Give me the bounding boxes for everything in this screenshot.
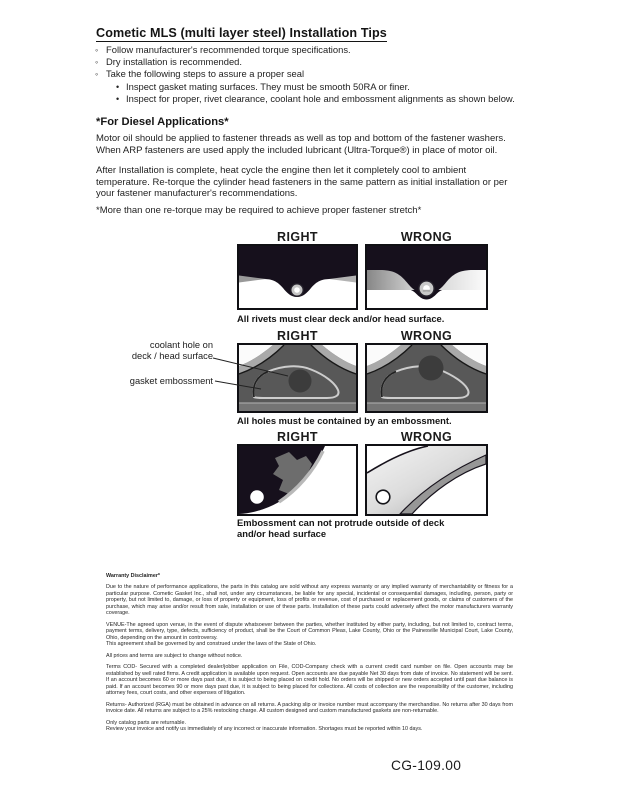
tip-item: ◦ Follow manufacturer's recommended torque specifications. <box>95 44 565 56</box>
tip-sub-item: • Inspect for proper, rivet clearance, coolant hole and embossment alignments as shown below. <box>116 93 565 105</box>
rivet-caption: All rivets must clear deck and/or head surface. <box>237 313 445 324</box>
wrong-label: WRONG <box>400 430 453 444</box>
disclaimer-review: Review your invoice and notify us immediately of any incorrect or inaccurate information. Shortages must be reported within 10 days. <box>106 726 423 732</box>
coolant-hole-wrong-diagram <box>365 343 488 413</box>
page-code: CG-109.00 <box>391 758 462 773</box>
disclaimer-returns: Returns- Authorized (RGA) must be obtained in advance on all returns. A packing slip or invoice number must accompany the merchandise. No returns after 30 days from invoice date. All returns are subject to a 25% restocking charge. All custom designed and custom manufactured gaskets are non-returnable. <box>106 701 513 714</box>
warranty-disclaimer <box>106 573 513 738</box>
right-label: RIGHT <box>277 430 318 444</box>
disclaimer-liability: Due to the nature of performance applications, the parts in this catalog are sold without any express warranty or any implied warranty of merchantability or fitness for a particular purpose. Cometic Gasket Inc., shall not, under any circumstances, be liable for any special, incidental or consequential damages, including, person, party or property, but not limited to, damage, or loss of property or equipment, loss of profits or revenue, cost of purchased or replacement goods, or claims of customers of the purchase, which may arise and/or result from sale, installation or use of these parts. Installation of these parts could adversely affect the motor manufacturers warranty coverage. <box>106 584 513 616</box>
diesel-paragraph-1: Motor oil should be applied to fastener threads as well as top and bottom of the fastener washers. When ARP fasteners are used apply the included lubricant (Ultra-Torque®) in place of motor oil. <box>96 133 506 156</box>
installation-tips-list <box>95 44 565 105</box>
disclaimer-terms: Terms COD- Secured with a completed dealer/jobber application on File, COD-Company check with a current credit card number on file. Open accounts may be established by well rated firms. A credit application is available upon request. Open accounts are due payable Net 30 days from date of invoice. No statement will be sent. If an account becomes 60 or more days past due, it is subject to being placed on credit hold. No orders will be shipped or new orders accepted until past due balance is paid. If an account becomes 90 or more days past due, it is subject to being placed for collections. All costs of collection are the responsibility of the customer, including attorney fees, court costs, and other expenses of litigation. <box>106 664 513 696</box>
disclaimer-prices: All prices and terms are subject to change without notice. <box>106 652 243 659</box>
wrong-label: WRONG <box>400 230 453 244</box>
tip-sub-item: • Inspect gasket mating surfaces. They must be smooth 50RA or finer. <box>116 81 565 93</box>
diesel-heading: *For Diesel Applications* <box>96 116 229 128</box>
page-title: Cometic MLS (multi layer steel) Installation Tips <box>96 26 387 40</box>
embossment-wrong-diagram <box>365 444 488 516</box>
disclaimer-venue: VENUE-The agreed upon venue, in the event of dispute whatsoever between the parties, whether instituted by either party, including, but not limited to, contract terms, payment terms, delivery, type, defects, sufficiency of product, shall be the Court of Common Pleas, Lake County, Ohio or the Painesville Municipal Court, Lake County, Ohio, depending on the amount in controversy. <box>106 621 513 641</box>
rivet-wrong-diagram <box>365 244 488 310</box>
embossment-right-diagram <box>237 444 358 516</box>
tip-item: ◦ Dry installation is recommended. <box>95 56 565 68</box>
disclaimer-heading: Warranty Disclaimer* <box>106 573 161 579</box>
coolant-hole-annotation: coolant hole on deck / head surface <box>131 340 213 361</box>
rivet-right-diagram <box>237 244 358 310</box>
disclaimer-catalog: Only catalog parts are returnable. <box>106 719 187 726</box>
retorque-note: *More than one re-torque may be required to achieve proper fastener stretch* <box>96 205 422 216</box>
tip-item: ◦ Take the following steps to assure a proper seal <box>95 68 565 80</box>
gasket-embossment-annotation: gasket embossment <box>129 376 213 386</box>
wrong-label: WRONG <box>400 329 453 343</box>
right-label: RIGHT <box>277 230 318 244</box>
disclaimer-governing: This agreement shall be governed by and construed under the laws of the State of Ohio. <box>106 641 317 647</box>
coolant-hole-right-diagram <box>237 343 358 413</box>
right-label: RIGHT <box>277 329 318 343</box>
holes-caption: All holes must be contained by an embossment. <box>237 415 452 426</box>
diesel-paragraph-2: After Installation is complete, heat cycle the engine then let it completely cool to ambient temperature. Re-torque the cylinder head fasteners in the same pattern as initial installation or per your fastener manufacturer's recommendations. <box>96 165 508 200</box>
embossment-caption: Embossment can not protrude outside of deck and/or head surface <box>237 517 445 539</box>
